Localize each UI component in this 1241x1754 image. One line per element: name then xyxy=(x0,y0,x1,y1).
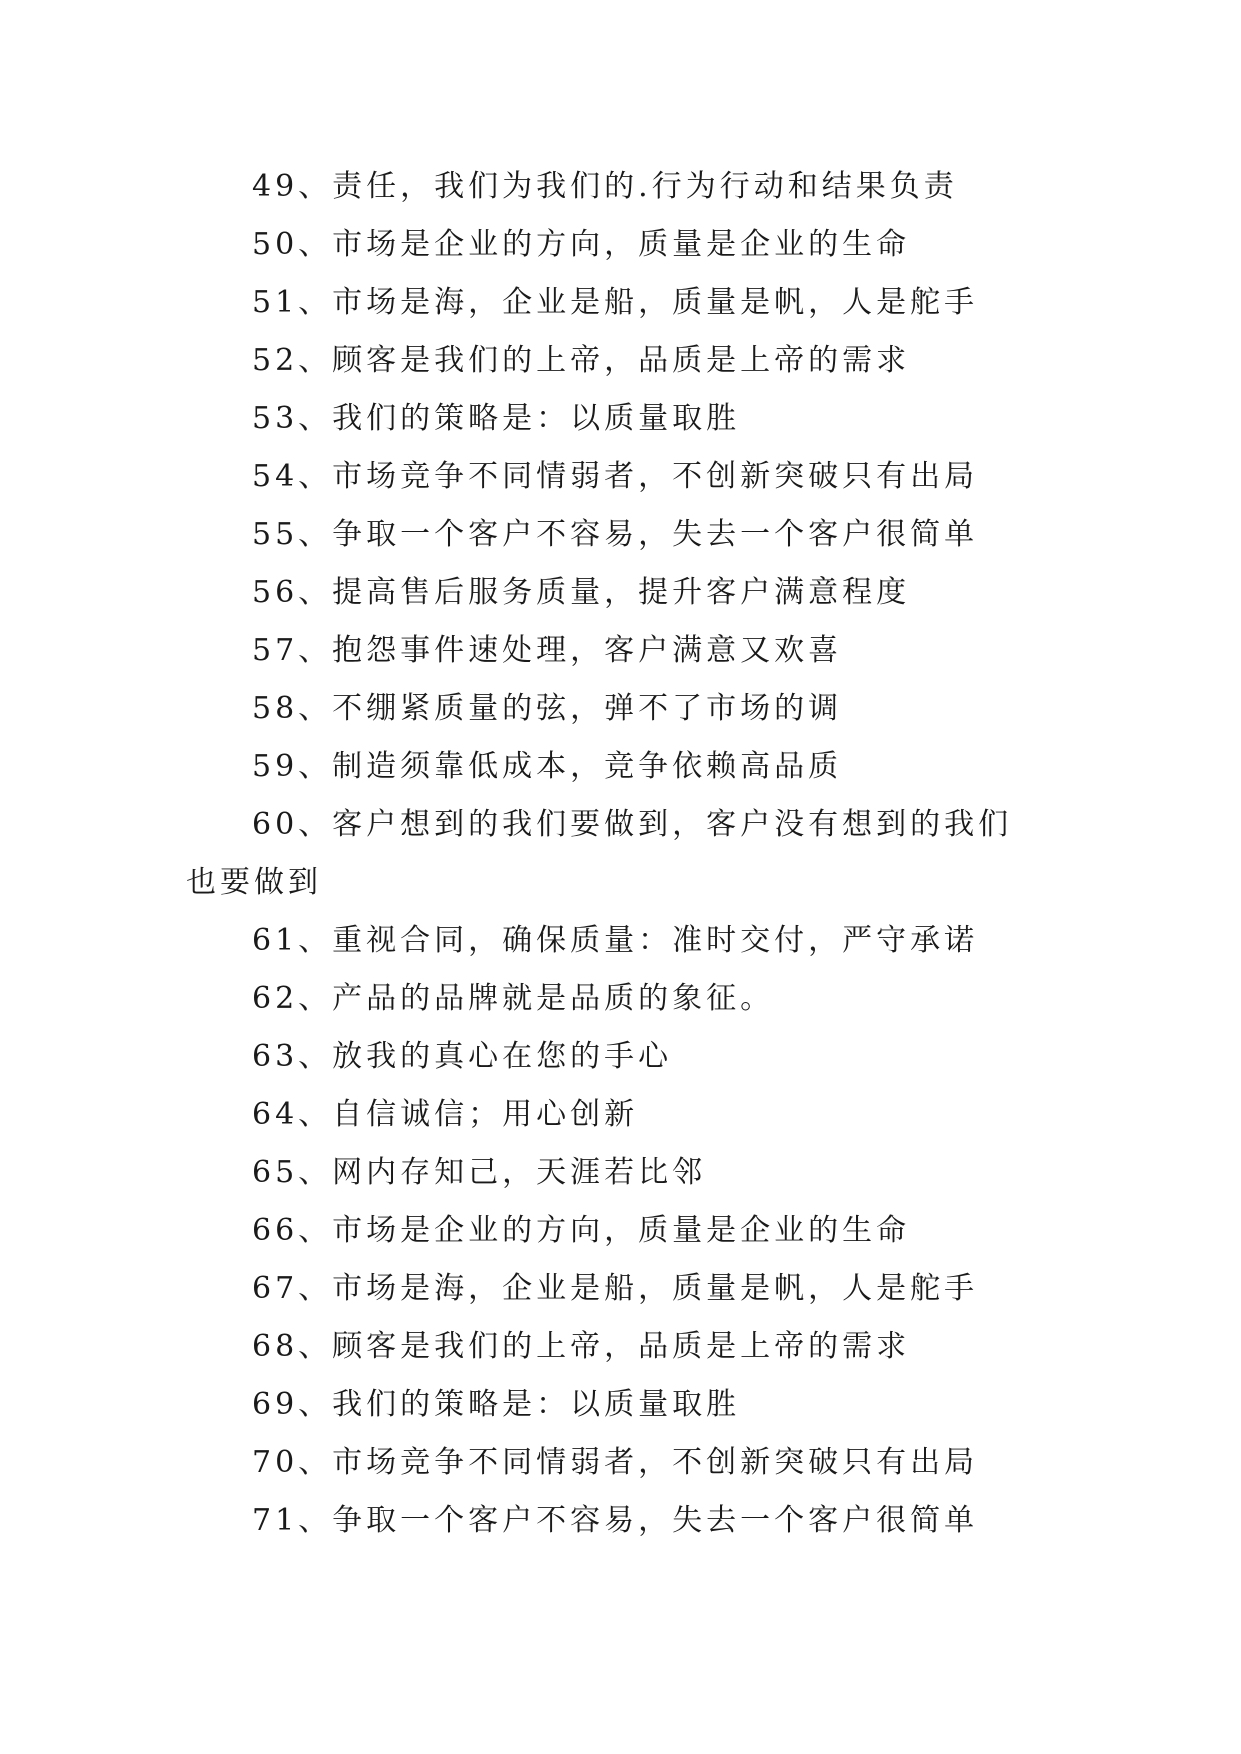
list-item: 56、提高售后服务质量，提升客户满意程度 xyxy=(252,575,911,610)
list-item: 62、产品的品牌就是品质的象征。 xyxy=(252,981,775,1016)
list-item: 55、争取一个客户不容易，失去一个客户很简单 xyxy=(252,517,979,552)
list-item: 63、放我的真心在您的手心 xyxy=(252,1039,673,1074)
list-item: 50、市场是企业的方向，质量是企业的生命 xyxy=(252,227,911,262)
list-item: 71、争取一个客户不容易，失去一个客户很简单 xyxy=(252,1503,979,1538)
list-item: 57、抱怨事件速处理，客户满意又欢喜 xyxy=(252,633,843,668)
list-item: 65、网内存知己，天涯若比邻 xyxy=(252,1155,707,1190)
list-item: 54、市场竞争不同情弱者，不创新突破只有出局 xyxy=(252,459,979,494)
list-item: 60、客户想到的我们要做到，客户没有想到的我们也要做到 xyxy=(186,807,1013,900)
list-item: 68、顾客是我们的上帝，品质是上帝的需求 xyxy=(252,1329,911,1364)
list-item: 66、市场是企业的方向，质量是企业的生命 xyxy=(252,1213,911,1248)
list-item: 69、我们的策略是：以质量取胜 xyxy=(252,1387,741,1422)
list-item: 61、重视合同，确保质量：准时交付，严守承诺 xyxy=(252,923,979,958)
list-item: 51、市场是海，企业是船，质量是帆，人是舵手 xyxy=(252,285,979,320)
list-item: 52、顾客是我们的上帝，品质是上帝的需求 xyxy=(252,343,911,378)
document-body xyxy=(186,158,1046,1550)
list-item: 49、责任，我们为我们的.行为行动和结果负责 xyxy=(252,169,958,204)
list-item: 67、市场是海，企业是船，质量是帆，人是舵手 xyxy=(252,1271,979,1306)
list-item: 53、我们的策略是：以质量取胜 xyxy=(252,401,741,436)
list-item: 58、不绷紧质量的弦，弹不了市场的调 xyxy=(252,691,843,726)
list-item: 59、制造须靠低成本，竞争依赖高品质 xyxy=(252,749,843,784)
list-item: 70、市场竞争不同情弱者，不创新突破只有出局 xyxy=(252,1445,979,1480)
list-item: 64、自信诚信；用心创新 xyxy=(252,1097,639,1132)
